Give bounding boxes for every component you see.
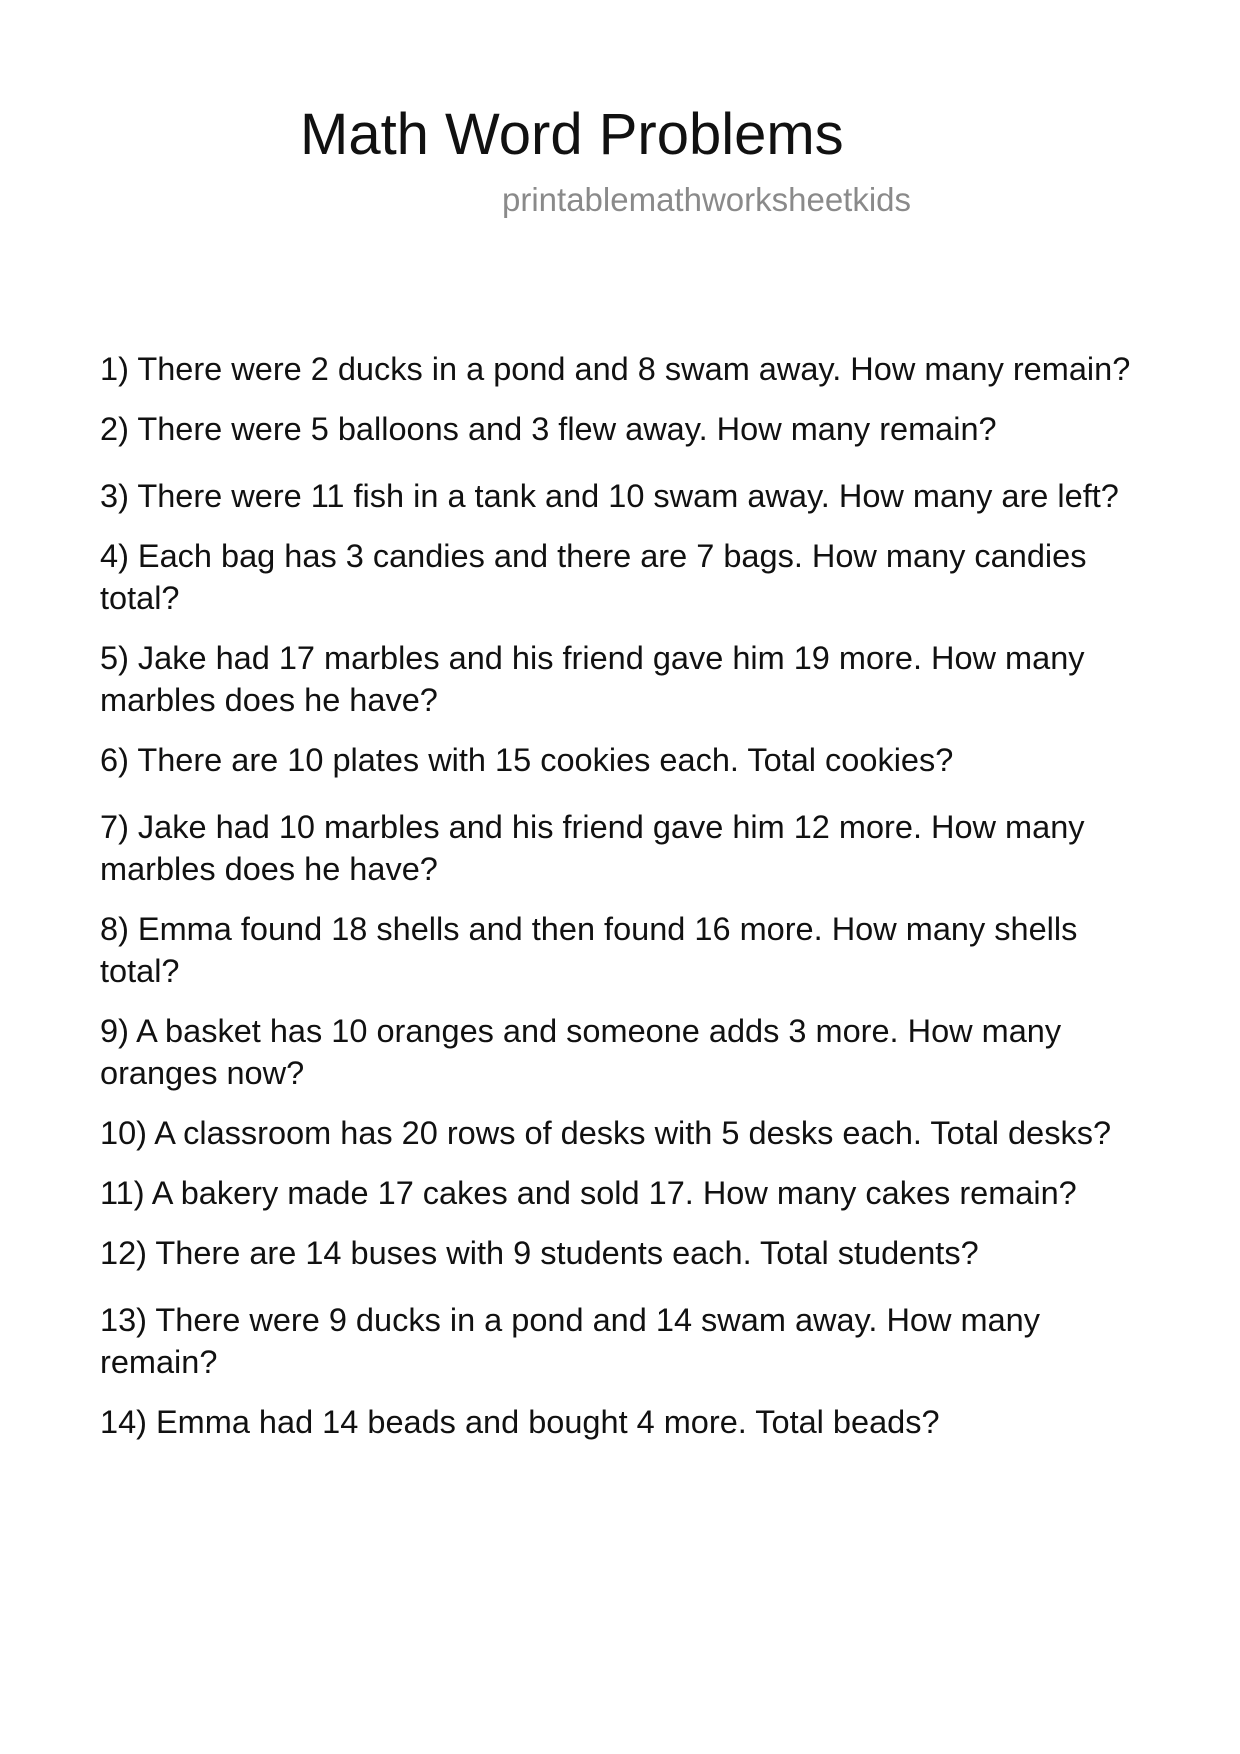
- problem-list: [100, 348, 1150, 1468]
- problem-item: 3) There were 11 fish in a tank and 10 swam away. How many are left?: [100, 478, 1119, 514]
- page-title: Math Word Problems: [300, 102, 844, 167]
- source-label: printablemathworksheetkids: [502, 181, 912, 218]
- problem-item: 9) A basket has 10 oranges and someone adds 3 more. How many oranges now?: [100, 1013, 1062, 1091]
- problem-item: 12) There are 14 buses with 9 students each. Total students?: [100, 1235, 979, 1271]
- problem-item: 11) A bakery made 17 cakes and sold 17. How many cakes remain?: [100, 1175, 1077, 1211]
- problem-item: 10) A classroom has 20 rows of desks with 5 desks each. Total desks?: [100, 1115, 1112, 1151]
- problem-item: 7) Jake had 10 marbles and his friend gave him 12 more. How many marbles does he have?: [100, 809, 1085, 887]
- problem-item: 8) Emma found 18 shells and then found 16 more. How many shells total?: [100, 911, 1078, 989]
- problem-item: 14) Emma had 14 beads and bought 4 more. Total beads?: [100, 1404, 940, 1440]
- problem-item: 6) There are 10 plates with 15 cookies each. Total cookies?: [100, 742, 954, 778]
- problem-item: 4) Each bag has 3 candies and there are 7 bags. How many candies total?: [100, 538, 1087, 616]
- problem-item: 1) There were 2 ducks in a pond and 8 swam away. How many remain?: [100, 351, 1131, 387]
- problem-item: 13) There were 9 ducks in a pond and 14 swam away. How many remain?: [100, 1302, 1040, 1380]
- problem-item: 5) Jake had 17 marbles and his friend gave him 19 more. How many marbles does he have?: [100, 640, 1085, 718]
- problem-item: 2) There were 5 balloons and 3 flew away. How many remain?: [100, 411, 997, 447]
